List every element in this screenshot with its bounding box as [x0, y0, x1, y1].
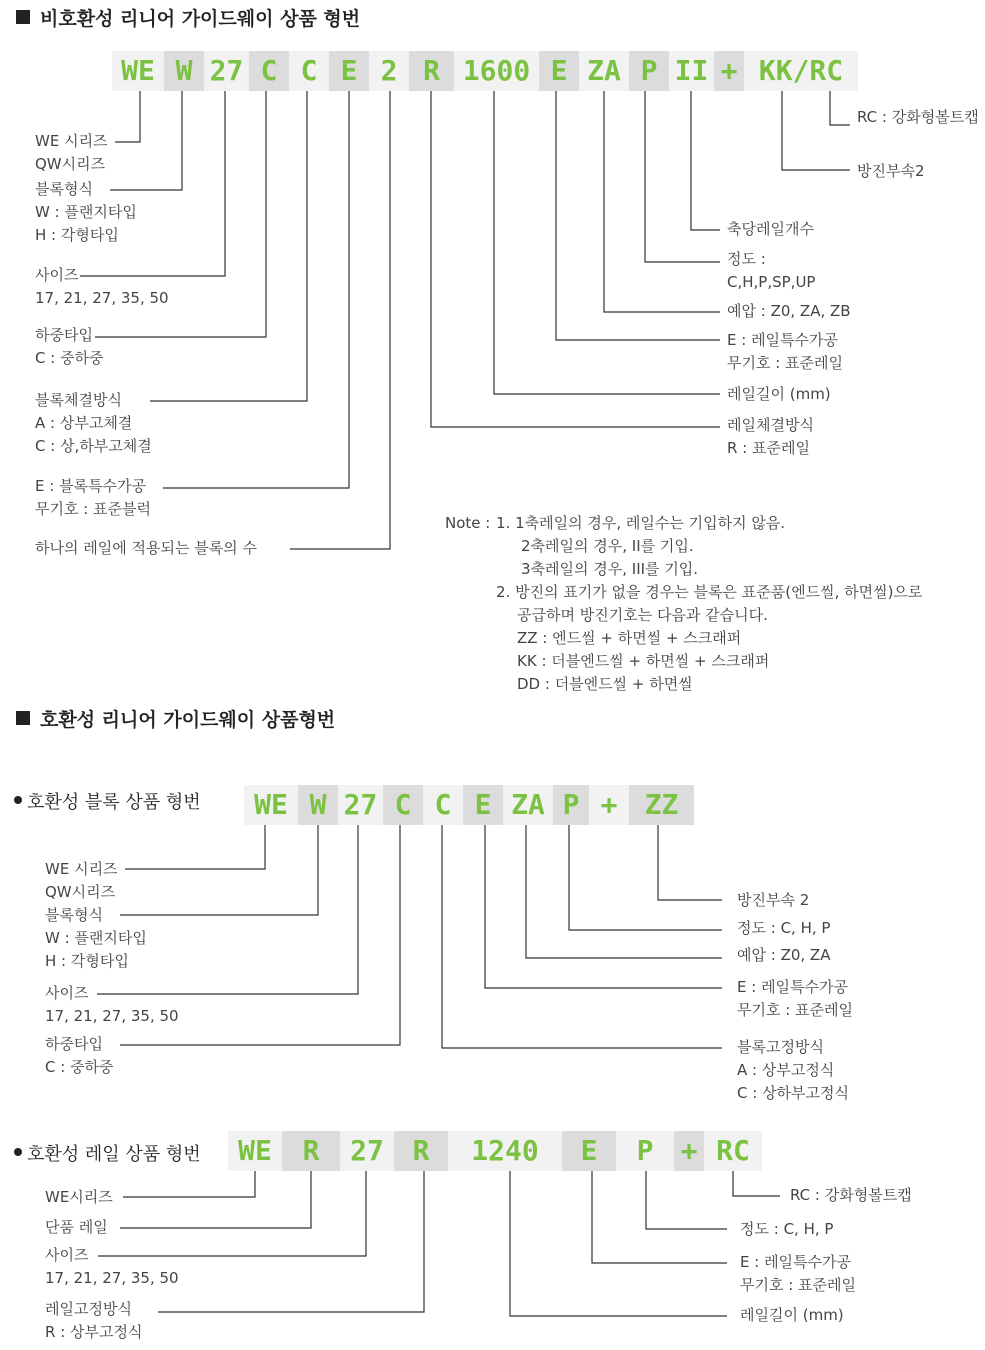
code-segment: 27 — [350, 1134, 384, 1167]
connector-line — [691, 91, 720, 230]
connector-line — [494, 91, 720, 394]
note-line: 3축레일의 경우, III를 기입. — [521, 560, 699, 578]
code-segment: WE — [254, 788, 288, 821]
connector-line — [526, 825, 722, 958]
code-segment: P — [629, 51, 669, 91]
label-dust-seal: 방진부속 2 — [737, 891, 810, 909]
code-segment: W — [298, 785, 338, 825]
label-accuracy: 정도 : C,H,P,SP,UP — [727, 250, 816, 291]
connector-line — [556, 91, 720, 340]
note-line: ZZ : 엔드씰 + 하면씰 + 스크래퍼 — [517, 629, 742, 647]
code-segment: R — [282, 1131, 340, 1171]
code-segment: C — [434, 788, 452, 821]
label-rail-special: E : 레일특수가공 무기호 : 표준레일 — [737, 978, 854, 1019]
code-segment: + — [674, 1131, 704, 1171]
label-preload: 예압 : Z0, ZA, ZB — [727, 302, 851, 320]
connector-line — [95, 91, 266, 337]
code-segment: ZA — [511, 788, 545, 821]
note-line: KK : 더블엔드씰 + 하면씰 + 스크래퍼 — [517, 652, 770, 670]
connector-line — [97, 825, 358, 994]
connector-line — [733, 1171, 780, 1196]
code-segment: ZZ — [629, 785, 694, 825]
code-segment: R — [394, 1131, 448, 1171]
code-segment: E — [562, 1131, 616, 1171]
code-segment: P — [636, 1134, 654, 1167]
label-rails-per-axis: 축당레일개수 — [727, 220, 814, 238]
code-segment: 2 — [380, 54, 398, 87]
connector-line — [80, 91, 225, 276]
connector-line — [125, 825, 265, 869]
label-accuracy: 정도 : C, H, P — [740, 1220, 834, 1238]
connector-line — [830, 91, 850, 125]
note-line: 2축레일의 경우, II를 기입. — [521, 537, 694, 555]
label-rail-length: 레일길이 (mm) — [740, 1306, 844, 1324]
connector-line — [123, 1171, 255, 1197]
connector-line — [290, 91, 390, 549]
code-segment: P — [553, 785, 589, 825]
connector-line — [604, 91, 720, 312]
code-segment: W — [164, 51, 204, 91]
block-subtitle: 호환성 블록 상품 형번 — [14, 788, 201, 814]
connector-line — [120, 825, 318, 915]
label-block-type: 블록형식 W : 플랜지타입 H : 각형타입 — [45, 906, 147, 970]
connector-line — [658, 825, 722, 900]
label-block-mounting: 블록체결방식 A : 상부고체결 C : 상,하부고체결 — [35, 391, 152, 455]
label-dust-seal: 방진부속2 — [857, 162, 925, 180]
label-preload: 예압 : Z0, ZA — [737, 946, 831, 964]
code-segment: R — [409, 51, 454, 91]
code-segment: C — [300, 54, 318, 87]
label-bolt-cap: RC : 강화형볼트캡 — [857, 108, 979, 126]
note-prefix: Note : — [445, 514, 491, 532]
connector-line — [485, 825, 722, 988]
code-segment: II — [674, 54, 709, 87]
connector-line — [98, 1171, 366, 1256]
connector-line — [510, 1171, 727, 1316]
label-accuracy: 정도 : C, H, P — [737, 919, 831, 937]
code-segment: E — [463, 785, 503, 825]
label-rail-special: E : 레일특수가공 무기호 : 표준레일 — [740, 1253, 857, 1294]
connector-line — [569, 825, 722, 930]
label-bolt-cap: RC : 강화형볼트캡 — [790, 1186, 912, 1204]
label-block-special: E : 블록특수가공 무기호 : 표준블럭 — [35, 477, 152, 518]
note-line: 1. 1축레일의 경우, 레일수는 기입하지 않음. — [496, 514, 786, 532]
label-size: 사이즈 17, 21, 27, 35, 50 — [45, 1246, 179, 1287]
label-size: 사이즈 17, 21, 27, 35, 50 — [45, 984, 179, 1025]
label-series: WE시리즈 — [45, 1188, 113, 1206]
label-series: WE 시리즈 QW시리즈 — [45, 860, 118, 901]
connector-line — [431, 91, 720, 427]
rail-subtitle: 호환성 레일 상품 형번 — [14, 1140, 201, 1166]
code-segment: E — [329, 51, 369, 91]
code-segment: 1600 — [462, 54, 531, 87]
label-block-count: 하나의 레일에 적용되는 블록의 수 — [35, 539, 257, 557]
label-rail-mounting: 레일체결방식 R : 표준레일 — [727, 416, 814, 457]
label-rail-length: 레일길이 (mm) — [727, 385, 831, 403]
connector-line — [442, 825, 722, 1048]
code-segment: RC — [716, 1134, 750, 1167]
connector-line — [163, 91, 349, 488]
code-segment: 27 — [343, 788, 378, 821]
label-load-type: 하중타입 C : 중하중 — [35, 326, 104, 367]
code-segment: E — [539, 51, 579, 91]
label-single-rail: 단품 레일 — [45, 1218, 108, 1236]
section1-title: 비호환성 리니어 가이드웨이 상품 형번 — [16, 4, 360, 31]
connector-line — [120, 1171, 311, 1228]
note-line: 공급하며 방진기호는 다음과 같습니다. — [517, 606, 768, 624]
section2-title: 호환성 리니어 가이드웨이 상품형번 — [16, 705, 335, 732]
label-block-type: 블록형식 W : 플랜지타입 H : 각형타입 — [35, 180, 137, 244]
code-segment: ZA — [587, 54, 621, 87]
note-line: DD : 더블엔드씰 + 하면씰 — [517, 675, 693, 693]
connector-line — [150, 91, 307, 401]
label-load-type: 하중타입 C : 중하중 — [45, 1035, 114, 1076]
code-segment: 1240 — [471, 1134, 539, 1167]
code-segment: + — [714, 51, 744, 91]
label-rail-mounting: 레일고정방식 R : 상부고정식 — [45, 1300, 143, 1341]
code-segment: 27 — [209, 54, 244, 87]
code-segment: + — [600, 788, 618, 821]
connector-line — [645, 91, 720, 262]
label-block-mounting: 블록고정방식 A : 상부고정식 C : 상하부고정식 — [737, 1038, 850, 1102]
label-size: 사이즈 17, 21, 27, 35, 50 — [35, 266, 169, 307]
code-segment: C — [383, 785, 423, 825]
code-segment: C — [249, 51, 289, 91]
code-segment: WE — [238, 1134, 272, 1167]
note-line: 2. 방진의 표기가 없을 경우는 블록은 표준품(엔드씰, 하면씰)으로 — [496, 583, 923, 601]
label-rail-special: E : 레일특수가공 무기호 : 표준레일 — [727, 331, 844, 372]
connector-line — [110, 91, 182, 190]
connector-line — [592, 1171, 727, 1263]
code-segment: WE — [121, 54, 155, 87]
connector-line — [158, 1171, 424, 1312]
connector-line — [782, 91, 850, 170]
connector-line — [646, 1171, 727, 1229]
code-segment: KK/RC — [758, 54, 844, 87]
connector-line — [115, 91, 140, 142]
label-series: WE 시리즈 QW시리즈 — [35, 132, 108, 173]
